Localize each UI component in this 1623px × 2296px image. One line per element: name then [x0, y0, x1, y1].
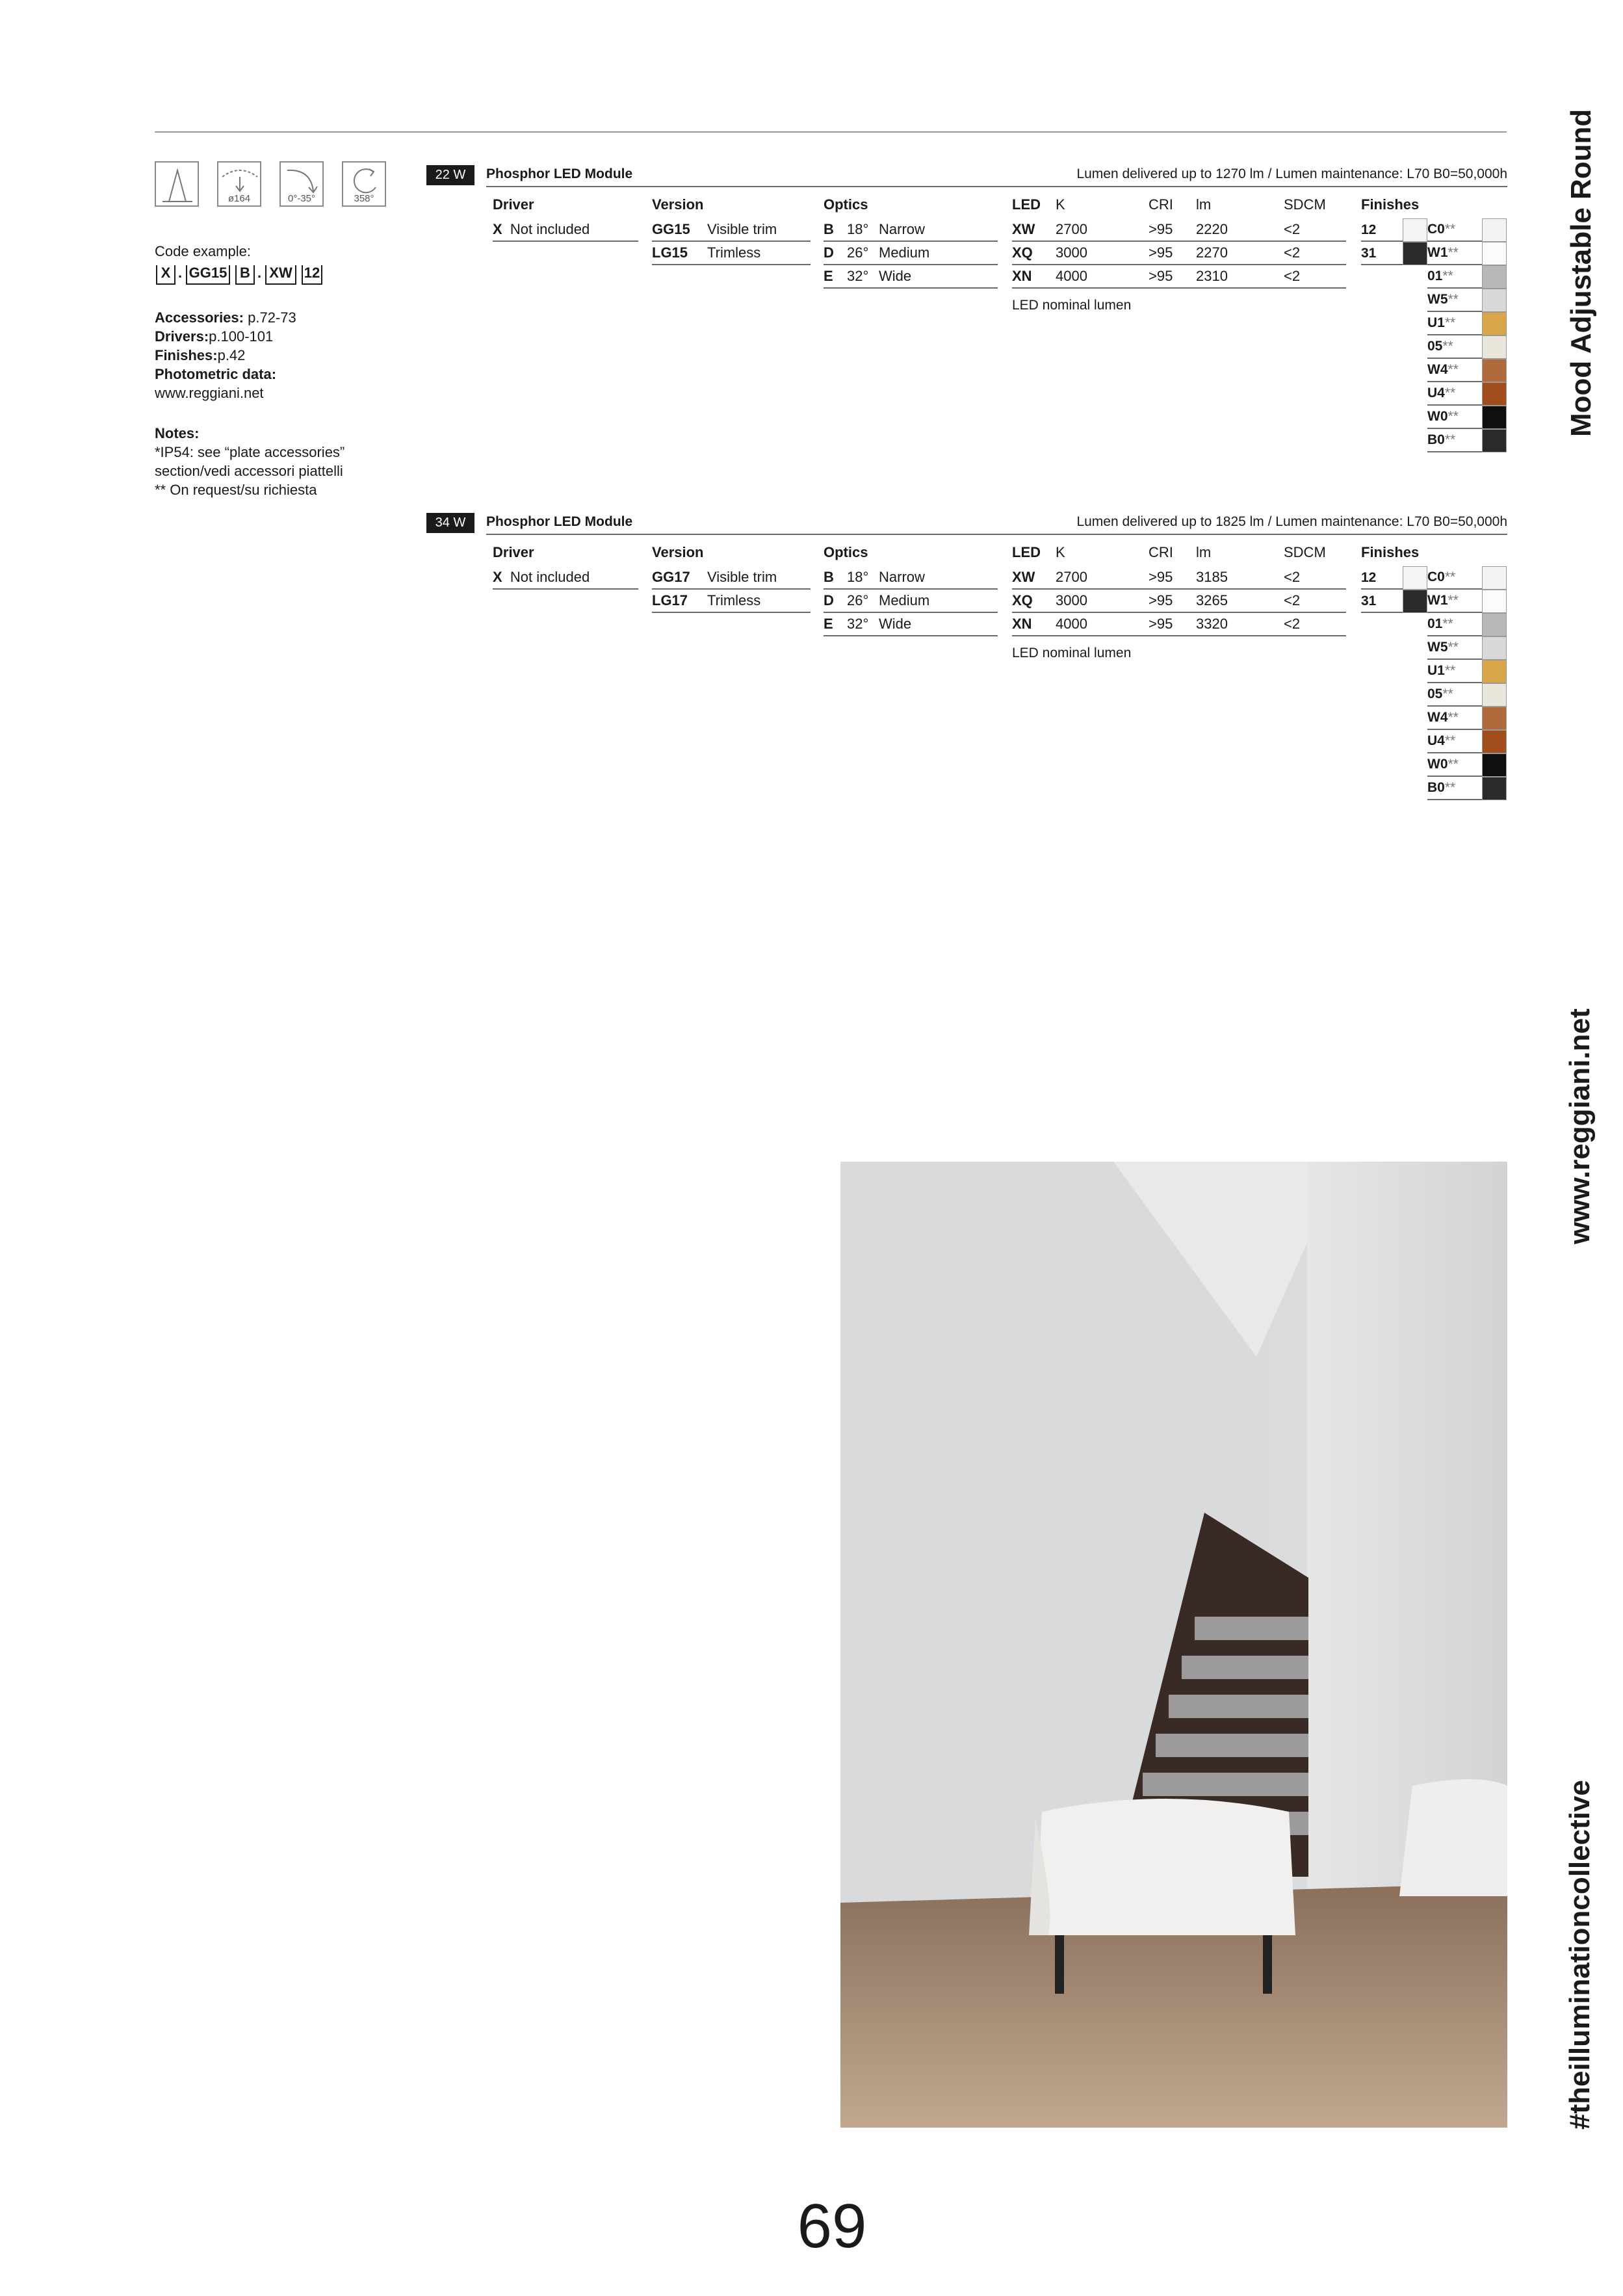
finish-code: 12: [1361, 222, 1377, 237]
module-title: Phosphor LED Module: [486, 166, 633, 181]
row-line: [652, 612, 811, 613]
optic-label: Medium: [879, 244, 930, 261]
optic-deg: 26°: [847, 244, 869, 261]
color-swatch: [1482, 335, 1507, 359]
led-sdcm: <2: [1284, 244, 1301, 261]
k-header: K: [1056, 196, 1065, 213]
color-code: 05**: [1427, 686, 1453, 701]
row-line: [1012, 635, 1346, 636]
color-code: W1**: [1427, 245, 1459, 260]
color-swatch: [1482, 429, 1507, 452]
code-seg: X: [156, 265, 175, 285]
color-swatch: [1482, 265, 1507, 289]
row-line: [1012, 612, 1346, 613]
notes-label: Notes:: [155, 425, 200, 441]
color-code: W4**: [1427, 362, 1459, 377]
color-code: U4**: [1427, 385, 1456, 400]
led-lm: 3265: [1196, 592, 1228, 608]
color-code: 01**: [1427, 616, 1453, 631]
color-swatch: [1482, 636, 1507, 660]
lm-header: lm: [1196, 196, 1212, 213]
module-title: Phosphor LED Module: [486, 514, 633, 529]
code-dot: .: [257, 265, 262, 281]
color-code: C0**: [1427, 569, 1456, 584]
row-line: [1427, 799, 1482, 800]
version-label: Trimless: [707, 244, 761, 261]
led-lm: 2220: [1196, 221, 1228, 237]
version-header: Version: [652, 196, 704, 213]
color-swatch: [1482, 289, 1507, 312]
color-code: U1**: [1427, 315, 1456, 330]
code-seg: B: [235, 265, 255, 285]
led-k: 4000: [1056, 268, 1087, 284]
led-sdcm: <2: [1284, 268, 1301, 284]
finish-swatch: [1403, 566, 1427, 590]
optic-deg: 26°: [847, 592, 869, 608]
led-cri: >95: [1149, 569, 1173, 585]
row-line: [493, 588, 638, 590]
row-line: [652, 588, 811, 590]
color-swatch: [1482, 359, 1507, 382]
optic-option: B: [824, 221, 834, 237]
led-code: XN: [1012, 268, 1032, 284]
hashtag-side: #theilluminationcollective: [1564, 1780, 1596, 2130]
finish-code: 31: [1361, 594, 1377, 608]
optic-option: B: [824, 569, 834, 585]
row-line: [1427, 451, 1482, 452]
row-line: [824, 635, 998, 636]
optics-header: Optics: [824, 544, 868, 560]
finishes-line: Finishes:p.42: [155, 347, 246, 363]
sdcm-header: SDCM: [1284, 196, 1326, 213]
finish-code: 12: [1361, 570, 1377, 585]
driver-option: X Not included: [493, 221, 590, 237]
row-line: [1012, 287, 1346, 289]
accessories-line: Accessories: p.72-73: [155, 309, 296, 326]
block-rule: [486, 186, 1507, 187]
color-code: C0**: [1427, 222, 1456, 237]
beam-icon: [155, 161, 199, 207]
color-code: 05**: [1427, 339, 1453, 354]
color-swatch: [1482, 312, 1507, 335]
led-sdcm: <2: [1284, 221, 1301, 237]
optic-deg: 32°: [847, 268, 869, 284]
wattage-badge: 22 W: [426, 165, 474, 185]
cri-header: CRI: [1149, 544, 1173, 560]
color-swatch: [1482, 707, 1507, 730]
led-sdcm: <2: [1284, 592, 1301, 608]
led-k: 3000: [1056, 592, 1087, 608]
version-option: GG17: [652, 569, 690, 585]
color-code: W0**: [1427, 409, 1459, 424]
driver-header: Driver: [493, 544, 534, 560]
optics-header: Optics: [824, 196, 868, 213]
code-seg: GG15: [186, 265, 230, 285]
color-swatch: [1482, 753, 1507, 777]
row-line: [1361, 612, 1403, 613]
optic-deg: 18°: [847, 221, 869, 237]
top-rule: [155, 131, 1507, 133]
color-code: W5**: [1427, 640, 1459, 655]
version-label: Trimless: [707, 592, 761, 608]
color-code: B0**: [1427, 780, 1456, 795]
led-code: XW: [1012, 221, 1035, 237]
cri-header: CRI: [1149, 196, 1173, 213]
row-line: [824, 241, 998, 242]
tilt-icon: [279, 161, 324, 207]
led-sdcm: <2: [1284, 569, 1301, 585]
row-line: [824, 588, 998, 590]
color-code: W5**: [1427, 292, 1459, 307]
led-k: 2700: [1056, 569, 1087, 585]
finishes-header: Finishes: [1361, 196, 1420, 213]
code-dot: .: [178, 265, 183, 281]
photometric-label: Photometric data:: [155, 366, 277, 382]
led-code: XQ: [1012, 592, 1033, 608]
led-k: 4000: [1056, 616, 1087, 632]
led-k: 3000: [1056, 244, 1087, 261]
cutout-icon: [217, 161, 261, 207]
optic-label: Wide: [879, 616, 912, 632]
color-swatch: [1482, 242, 1507, 265]
led-note: LED nominal lumen: [1012, 298, 1132, 313]
color-swatch: [1482, 777, 1507, 800]
version-label: Visible trim: [707, 569, 777, 585]
page-number: 69: [797, 2191, 867, 2261]
row-line: [1361, 264, 1403, 265]
led-code: XQ: [1012, 244, 1033, 261]
finish-swatch: [1403, 242, 1427, 265]
code-example-label: Code example:: [155, 243, 251, 259]
led-cri: >95: [1149, 616, 1173, 632]
color-swatch: [1482, 660, 1507, 683]
note-line: section/vedi accessori piattelli: [155, 463, 343, 479]
row-line: [824, 264, 998, 265]
driver-header: Driver: [493, 196, 534, 213]
led-code: XN: [1012, 616, 1032, 632]
optic-label: Narrow: [879, 569, 925, 585]
color-swatch: [1482, 683, 1507, 707]
led-lm: 3320: [1196, 616, 1228, 632]
lumen-info: Lumen delivered up to 1270 lm / Lumen maintenance: L70 B0=50,000h: [1076, 166, 1507, 181]
optic-deg: 18°: [847, 569, 869, 585]
version-option: GG15: [652, 221, 690, 237]
version-label: Visible trim: [707, 221, 777, 237]
finish-code: 31: [1361, 246, 1377, 261]
row-line: [824, 612, 998, 613]
row-line: [652, 241, 811, 242]
version-option: LG15: [652, 244, 688, 261]
color-code: 01**: [1427, 268, 1453, 283]
optic-label: Wide: [879, 268, 912, 284]
row-line: [652, 264, 811, 265]
code-seg: XW: [265, 265, 296, 285]
optic-option: D: [824, 244, 834, 261]
finishes-header: Finishes: [1361, 544, 1420, 560]
led-sdcm: <2: [1284, 616, 1301, 632]
website-side[interactable]: www.reggiani.net: [1564, 1008, 1596, 1244]
led-lm: 2310: [1196, 268, 1228, 284]
drivers-line: Drivers:p.100-101: [155, 328, 274, 345]
version-option: LG17: [652, 592, 688, 608]
row-line: [1012, 588, 1346, 590]
row-line: [1012, 241, 1346, 242]
lumen-info: Lumen delivered up to 1825 lm / Lumen maintenance: L70 B0=50,000h: [1076, 514, 1507, 529]
cutout-caption: ø164: [227, 193, 251, 204]
staircase-scene-image: [840, 1162, 1507, 2128]
photometric-link[interactable]: www.reggiani.net: [155, 385, 264, 401]
color-code: B0**: [1427, 432, 1456, 447]
rotation-caption: 358°: [354, 193, 374, 204]
k-header: K: [1056, 544, 1065, 560]
finish-swatch: [1403, 590, 1427, 613]
color-swatch: [1482, 590, 1507, 613]
driver-option: X Not included: [493, 569, 590, 585]
led-cri: >95: [1149, 592, 1173, 608]
sdcm-header: SDCM: [1284, 544, 1326, 560]
interior-photo: [840, 1162, 1507, 2128]
led-note: LED nominal lumen: [1012, 646, 1132, 660]
color-code: U4**: [1427, 733, 1456, 748]
color-swatch: [1482, 613, 1507, 636]
wattage-badge: 34 W: [426, 513, 474, 533]
optic-deg: 32°: [847, 616, 869, 632]
optic-option: E: [824, 268, 833, 284]
row-line: [1361, 588, 1403, 590]
row-line: [824, 287, 998, 289]
color-code: W4**: [1427, 710, 1459, 725]
rotation-icon: [342, 161, 386, 207]
led-code: XW: [1012, 569, 1035, 585]
lm-header: lm: [1196, 544, 1212, 560]
note-line: *IP54: see “plate accessories”: [155, 444, 345, 460]
color-swatch: [1482, 218, 1507, 242]
led-lm: 2270: [1196, 244, 1228, 261]
code-seg: 12: [302, 265, 322, 285]
color-swatch: [1482, 730, 1507, 753]
tilt-caption: 0°-35°: [287, 193, 316, 204]
led-cri: >95: [1149, 221, 1173, 237]
row-line: [1361, 241, 1403, 242]
row-line: [1012, 264, 1346, 265]
finish-swatch: [1403, 218, 1427, 242]
led-lm: 3185: [1196, 569, 1228, 585]
optic-option: D: [824, 592, 834, 608]
color-swatch: [1482, 406, 1507, 429]
color-code: W0**: [1427, 757, 1459, 772]
optic-label: Medium: [879, 592, 930, 608]
color-code: U1**: [1427, 663, 1456, 678]
optic-label: Narrow: [879, 221, 925, 237]
product-name: Mood Adjustable Round: [1565, 109, 1597, 437]
led-header: LED: [1012, 196, 1041, 213]
version-header: Version: [652, 544, 704, 560]
led-cri: >95: [1149, 244, 1173, 261]
optic-option: E: [824, 616, 833, 632]
color-swatch: [1482, 566, 1507, 590]
color-code: W1**: [1427, 593, 1459, 608]
row-line: [493, 241, 638, 242]
led-k: 2700: [1056, 221, 1087, 237]
color-swatch: [1482, 382, 1507, 406]
led-cri: >95: [1149, 268, 1173, 284]
led-header: LED: [1012, 544, 1041, 560]
block-rule: [486, 534, 1507, 535]
note-line: ** On request/su richiesta: [155, 482, 317, 498]
